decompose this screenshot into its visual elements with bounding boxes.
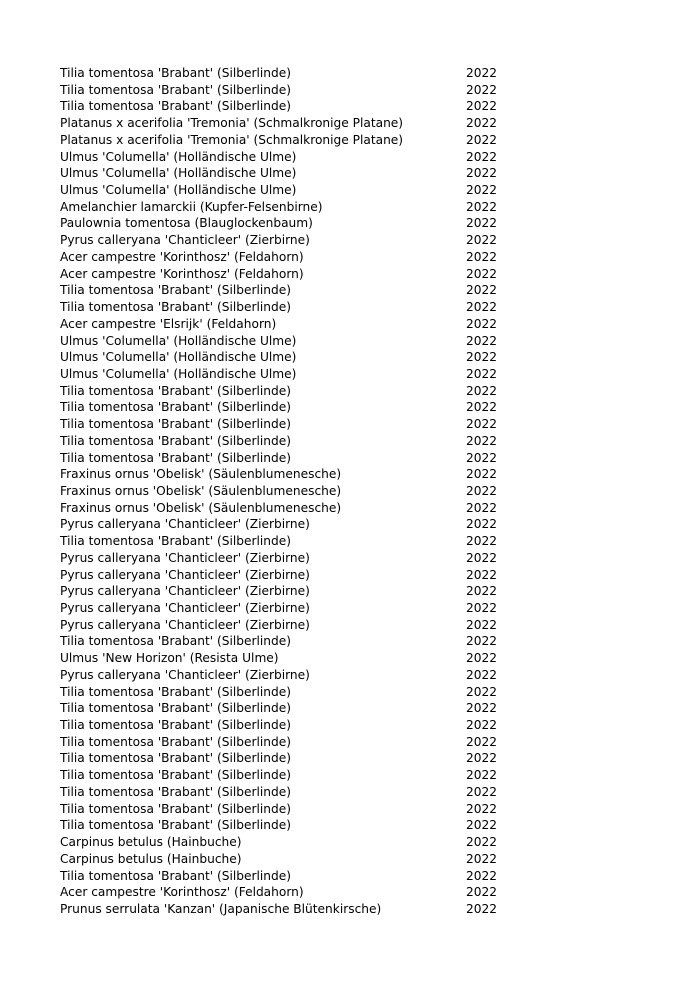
year-cell: 2022: [466, 333, 498, 348]
year-cell: 2022: [466, 216, 498, 231]
table-row: [60, 316, 510, 333]
year-cell: 2022: [466, 835, 498, 850]
year-cell: 2022: [466, 550, 498, 565]
species-cell: Pyrus calleryana 'Chanticleer' (Zierbirne): [60, 667, 310, 682]
table-row: [60, 750, 510, 767]
table-row: [60, 868, 510, 885]
species-cell: Fraxinus ornus 'Obelisk' (Säulenblumenesche): [60, 483, 342, 498]
year-cell: 2022: [466, 417, 498, 432]
table-row: [60, 115, 510, 132]
species-cell: Ulmus 'Columella' (Holländische Ulme): [60, 149, 297, 164]
table-row: [60, 767, 510, 784]
species-cell: Tilia tomentosa 'Brabant' (Silberlinde): [60, 734, 291, 749]
species-cell: Tilia tomentosa 'Brabant' (Silberlinde): [60, 300, 291, 315]
species-cell: Fraxinus ornus 'Obelisk' (Säulenblumenesche): [60, 467, 342, 482]
species-cell: Tilia tomentosa 'Brabant' (Silberlinde): [60, 417, 291, 432]
species-cell: Pyrus calleryana 'Chanticleer' (Zierbirne): [60, 517, 310, 532]
species-cell: Ulmus 'Columella' (Holländische Ulme): [60, 333, 297, 348]
species-cell: Tilia tomentosa 'Brabant' (Silberlinde): [60, 868, 291, 883]
table-row: [60, 399, 510, 416]
year-cell: 2022: [466, 617, 498, 632]
year-cell: 2022: [466, 885, 498, 900]
table-row: [60, 500, 510, 517]
year-cell: 2022: [466, 768, 498, 783]
species-cell: Pyrus calleryana 'Chanticleer' (Zierbirne): [60, 617, 310, 632]
table-row: [60, 366, 510, 383]
table-row: [60, 215, 510, 232]
table-row: [60, 165, 510, 182]
year-cell: 2022: [466, 383, 498, 398]
table-row: [60, 98, 510, 115]
year-cell: 2022: [466, 784, 498, 799]
year-cell: 2022: [466, 450, 498, 465]
table-row: [60, 817, 510, 834]
year-cell: 2022: [466, 601, 498, 615]
species-cell: Tilia tomentosa 'Brabant' (Silberlinde): [60, 751, 291, 766]
table-row: [60, 684, 510, 701]
year-cell: 2022: [466, 801, 498, 816]
table-row: [60, 132, 510, 149]
table-row: [60, 901, 510, 918]
species-cell: Pyrus calleryana 'Chanticleer' (Zierbirne): [60, 601, 310, 615]
table-row: [60, 533, 510, 550]
table-row: [60, 433, 510, 450]
table-row: [60, 383, 510, 400]
year-cell: 2022: [466, 818, 498, 833]
year-cell: 2022: [466, 350, 498, 365]
species-cell: Tilia tomentosa 'Brabant' (Silberlinde): [60, 433, 291, 448]
species-cell: Ulmus 'Columella' (Holländische Ulme): [60, 166, 297, 181]
year-cell: 2022: [466, 199, 498, 214]
table-row: [60, 232, 510, 249]
year-cell: 2022: [466, 684, 498, 699]
table-body: [60, 65, 510, 918]
year-cell: 2022: [466, 868, 498, 883]
year-cell: 2022: [466, 433, 498, 448]
table-row: [60, 266, 510, 283]
year-cell: 2022: [466, 82, 498, 97]
table-row: [60, 65, 510, 82]
year-cell: 2022: [466, 718, 498, 733]
species-cell: Acer campestre 'Korinthosz' (Feldahorn): [60, 885, 304, 900]
species-cell: Tilia tomentosa 'Brabant' (Silberlinde): [60, 684, 291, 699]
species-cell: Ulmus 'Columella' (Holländische Ulme): [60, 366, 297, 381]
year-cell: 2022: [466, 366, 498, 381]
species-cell: Ulmus 'Columella' (Holländische Ulme): [60, 183, 297, 198]
species-cell: Tilia tomentosa 'Brabant' (Silberlinde): [60, 768, 291, 783]
table-row: [60, 801, 510, 818]
species-cell: Tilia tomentosa 'Brabant' (Silberlinde): [60, 283, 291, 298]
year-cell: 2022: [466, 233, 498, 248]
table-row: [60, 784, 510, 801]
species-cell: Tilia tomentosa 'Brabant' (Silberlinde): [60, 99, 291, 114]
year-cell: 2022: [466, 116, 498, 131]
table-row: [60, 700, 510, 717]
year-cell: 2022: [466, 149, 498, 164]
species-cell: Ulmus 'New Horizon' (Resista Ulme): [60, 651, 279, 666]
species-cell: Tilia tomentosa 'Brabant' (Silberlinde): [60, 82, 291, 97]
species-cell: Tilia tomentosa 'Brabant' (Silberlinde): [60, 66, 291, 80]
year-cell: 2022: [466, 701, 498, 716]
year-cell: 2022: [466, 901, 498, 916]
tree-planting-table: [60, 65, 510, 918]
table-row: [60, 550, 510, 567]
table-row: [60, 617, 510, 634]
table-row: [60, 282, 510, 299]
year-cell: 2022: [466, 651, 498, 666]
year-cell: 2022: [466, 667, 498, 682]
year-cell: 2022: [466, 517, 498, 532]
species-cell: Amelanchier lamarckii (Kupfer-Felsenbirne): [60, 199, 323, 214]
table-row: [60, 650, 510, 667]
table-row: [60, 884, 510, 901]
species-cell: Tilia tomentosa 'Brabant' (Silberlinde): [60, 400, 291, 415]
year-cell: 2022: [466, 567, 498, 582]
year-cell: 2022: [466, 183, 498, 198]
species-cell: Tilia tomentosa 'Brabant' (Silberlinde): [60, 634, 291, 649]
year-cell: 2022: [466, 283, 498, 298]
table-row: [60, 483, 510, 500]
species-cell: Carpinus betulus (Hainbuche): [60, 835, 242, 850]
year-cell: 2022: [466, 400, 498, 415]
species-cell: Ulmus 'Columella' (Holländische Ulme): [60, 350, 297, 365]
table-row: [60, 834, 510, 851]
table-row: [60, 667, 510, 684]
species-cell: Platanus x acerifolia 'Tremonia' (Schmalkronige Platane): [60, 116, 404, 131]
table-row: [60, 199, 510, 216]
table-row: [60, 82, 510, 99]
table-row: [60, 516, 510, 533]
species-cell: Acer campestre 'Korinthosz' (Feldahorn): [60, 266, 304, 281]
year-cell: 2022: [466, 534, 498, 549]
table-row: [60, 249, 510, 266]
table-row: [60, 299, 510, 316]
year-cell: 2022: [466, 634, 498, 649]
table-row: [60, 717, 510, 734]
species-cell: Prunus serrulata 'Kanzan' (Japanische Blütenkirsche): [60, 901, 382, 916]
table-row: [60, 633, 510, 650]
table-row: [60, 600, 510, 617]
year-cell: 2022: [466, 166, 498, 181]
year-cell: 2022: [466, 734, 498, 749]
year-cell: 2022: [466, 316, 498, 331]
year-cell: 2022: [466, 266, 498, 281]
species-cell: Platanus x acerifolia 'Tremonia' (Schmalkronige Platane): [60, 132, 404, 147]
table-row: [60, 466, 510, 483]
year-cell: 2022: [466, 467, 498, 482]
species-cell: Pyrus calleryana 'Chanticleer' (Zierbirne): [60, 584, 310, 599]
year-cell: 2022: [466, 99, 498, 114]
species-cell: Fraxinus ornus 'Obelisk' (Säulenblumenesche): [60, 500, 342, 515]
species-cell: Pyrus calleryana 'Chanticleer' (Zierbirne): [60, 550, 310, 565]
species-cell: Acer campestre 'Korinthosz' (Feldahorn): [60, 249, 304, 264]
species-cell: Tilia tomentosa 'Brabant' (Silberlinde): [60, 383, 291, 398]
year-cell: 2022: [466, 132, 498, 147]
table-row: [60, 734, 510, 751]
species-cell: Tilia tomentosa 'Brabant' (Silberlinde): [60, 801, 291, 816]
year-cell: 2022: [466, 483, 498, 498]
species-cell: Tilia tomentosa 'Brabant' (Silberlinde): [60, 450, 291, 465]
species-cell: Tilia tomentosa 'Brabant' (Silberlinde): [60, 818, 291, 833]
year-cell: 2022: [466, 851, 498, 866]
species-cell: Acer campestre 'Elsrijk' (Feldahorn): [60, 316, 277, 331]
table-row: [60, 851, 510, 868]
table-row: [60, 349, 510, 366]
species-cell: Tilia tomentosa 'Brabant' (Silberlinde): [60, 784, 291, 799]
year-cell: 2022: [466, 584, 498, 599]
species-cell: Pyrus calleryana 'Chanticleer' (Zierbirne): [60, 233, 310, 248]
year-cell: 2022: [466, 66, 498, 80]
table-row: [60, 416, 510, 433]
species-cell: Carpinus betulus (Hainbuche): [60, 851, 242, 866]
table-row: [60, 149, 510, 166]
species-cell: Pyrus calleryana 'Chanticleer' (Zierbirne): [60, 567, 310, 582]
table-row: [60, 583, 510, 600]
year-cell: 2022: [466, 249, 498, 264]
table-row: [60, 333, 510, 350]
table-row: [60, 182, 510, 199]
table-row: [60, 567, 510, 584]
year-cell: 2022: [466, 300, 498, 315]
year-cell: 2022: [466, 751, 498, 766]
species-cell: Tilia tomentosa 'Brabant' (Silberlinde): [60, 701, 291, 716]
table-row: [60, 450, 510, 467]
species-cell: Tilia tomentosa 'Brabant' (Silberlinde): [60, 534, 291, 549]
species-cell: Paulownia tomentosa (Blauglockenbaum): [60, 216, 313, 231]
species-cell: Tilia tomentosa 'Brabant' (Silberlinde): [60, 718, 291, 733]
year-cell: 2022: [466, 500, 498, 515]
